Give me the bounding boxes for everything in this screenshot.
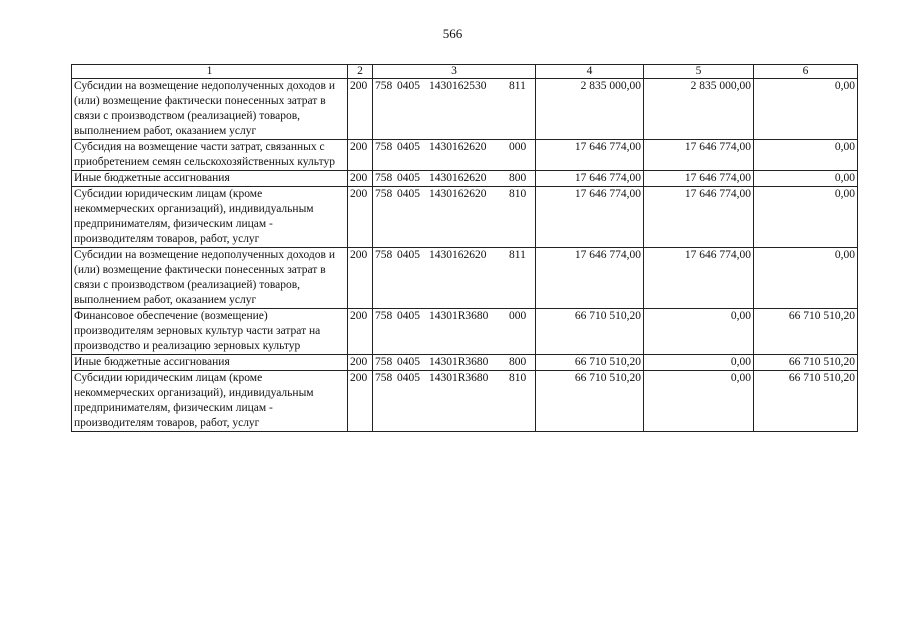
- row-col-6: 0,00: [754, 171, 858, 187]
- row-col-2: 200: [348, 79, 373, 140]
- row-col-2: 200: [348, 371, 373, 432]
- row-csr: 1430162620: [429, 188, 487, 200]
- row-grbs: 758: [375, 356, 393, 368]
- table-row: [72, 79, 858, 140]
- row-grbs: 758: [375, 172, 393, 184]
- row-code: [373, 248, 536, 309]
- table-row: [72, 187, 858, 248]
- row-col-2: 200: [348, 140, 373, 171]
- row-col-5: 17 646 774,00: [644, 171, 754, 187]
- row-csr: 1430162620: [429, 249, 487, 261]
- row-grbs: 758: [375, 80, 393, 92]
- table-body: [72, 79, 858, 432]
- row-col-6: 66 710 510,20: [754, 355, 858, 371]
- header-col-3: 3: [373, 65, 536, 79]
- row-vr: 811: [509, 249, 526, 261]
- row-grbs: 758: [375, 249, 393, 261]
- row-col-4: 17 646 774,00: [536, 248, 644, 309]
- row-csr: 14301R3680: [429, 310, 489, 322]
- row-col-5: 0,00: [644, 355, 754, 371]
- row-col-4: 66 710 510,20: [536, 309, 644, 355]
- row-vr: 000: [509, 141, 527, 153]
- row-name: Субсидии на возмещение недополученных доходов и (или) возмещение фактически понесенных затрат в связи с производством (реализацией) товаров, выполнением работ, оказанием услуг: [72, 248, 348, 309]
- row-vr: 800: [509, 356, 527, 368]
- row-code: [373, 79, 536, 140]
- row-vr: 811: [509, 80, 526, 92]
- row-section: 0405: [397, 249, 420, 261]
- table-row: [72, 140, 858, 171]
- row-name: Иные бюджетные ассигнования: [72, 355, 348, 371]
- row-name: Субсидии юридическим лицам (кроме некоммерческих организаций), индивидуальным предпринимателям, физическим лицам - производителям товаров, работ, услуг: [72, 187, 348, 248]
- row-csr: 14301R3680: [429, 372, 489, 384]
- row-csr: 1430162620: [429, 172, 487, 184]
- page-number: 566: [442, 26, 463, 41]
- row-grbs: 758: [375, 372, 393, 384]
- row-col-2: 200: [348, 248, 373, 309]
- table-row: [72, 248, 858, 309]
- row-col-6: 0,00: [754, 79, 858, 140]
- row-code: [373, 171, 536, 187]
- row-col-6: 0,00: [754, 187, 858, 248]
- row-name: Финансовое обеспечение (возмещение) производителям зерновых культур части затрат на производство и реализацию зерновых культур: [72, 309, 348, 355]
- row-vr: 000: [509, 310, 527, 322]
- row-col-4: 66 710 510,20: [536, 355, 644, 371]
- header-col-6: 6: [754, 65, 858, 79]
- row-col-4: 17 646 774,00: [536, 140, 644, 171]
- row-csr: 1430162530: [429, 80, 487, 92]
- table-row: [72, 309, 858, 355]
- row-col-6: 66 710 510,20: [754, 309, 858, 355]
- table-row: [72, 171, 858, 187]
- table-row: [72, 371, 858, 432]
- row-name: Субсидия на возмещение части затрат, связанных с приобретением семян сельскохозяйственных культур: [72, 140, 348, 171]
- row-col-4: 17 646 774,00: [536, 187, 644, 248]
- row-name: Субсидии юридическим лицам (кроме некоммерческих организаций), индивидуальным предпринимателям, физическим лицам - производителям товаров, работ, услуг: [72, 371, 348, 432]
- row-col-5: 0,00: [644, 309, 754, 355]
- row-col-5: 17 646 774,00: [644, 248, 754, 309]
- row-code: [373, 355, 536, 371]
- row-vr: 800: [509, 172, 527, 184]
- row-col-5: 2 835 000,00: [644, 79, 754, 140]
- row-code: [373, 309, 536, 355]
- header-col-5: 5: [644, 65, 754, 79]
- row-grbs: 758: [375, 188, 393, 200]
- row-vr: 810: [509, 372, 527, 384]
- row-grbs: 758: [375, 310, 393, 322]
- row-name: Субсидии на возмещение недополученных доходов и (или) возмещение фактически понесенных затрат в связи с производством (реализацией) товаров, выполнением работ, оказанием услуг: [72, 79, 348, 140]
- row-csr: 1430162620: [429, 141, 487, 153]
- row-col-5: 0,00: [644, 371, 754, 432]
- budget-table: [71, 64, 858, 432]
- row-col-2: 200: [348, 355, 373, 371]
- row-col-4: 2 835 000,00: [536, 79, 644, 140]
- row-grbs: 758: [375, 141, 393, 153]
- row-name: Иные бюджетные ассигнования: [72, 171, 348, 187]
- row-col-4: 17 646 774,00: [536, 171, 644, 187]
- row-col-4: 66 710 510,20: [536, 371, 644, 432]
- row-section: 0405: [397, 372, 420, 384]
- row-section: 0405: [397, 141, 420, 153]
- row-code: [373, 371, 536, 432]
- header-col-1: 1: [72, 65, 348, 79]
- row-col-6: 0,00: [754, 248, 858, 309]
- row-section: 0405: [397, 310, 420, 322]
- table-header: [72, 65, 858, 79]
- row-col-6: 0,00: [754, 140, 858, 171]
- row-section: 0405: [397, 172, 420, 184]
- header-col-4: 4: [536, 65, 644, 79]
- row-section: 0405: [397, 188, 420, 200]
- header-col-2: 2: [348, 65, 373, 79]
- row-col-2: 200: [348, 187, 373, 248]
- row-col-6: 66 710 510,20: [754, 371, 858, 432]
- table-row: [72, 355, 858, 371]
- row-code: [373, 187, 536, 248]
- row-code: [373, 140, 536, 171]
- row-csr: 14301R3680: [429, 356, 489, 368]
- row-col-5: 17 646 774,00: [644, 187, 754, 248]
- row-col-5: 17 646 774,00: [644, 140, 754, 171]
- row-section: 0405: [397, 356, 420, 368]
- row-vr: 810: [509, 188, 527, 200]
- row-section: 0405: [397, 80, 420, 92]
- row-col-2: 200: [348, 171, 373, 187]
- row-col-2: 200: [348, 309, 373, 355]
